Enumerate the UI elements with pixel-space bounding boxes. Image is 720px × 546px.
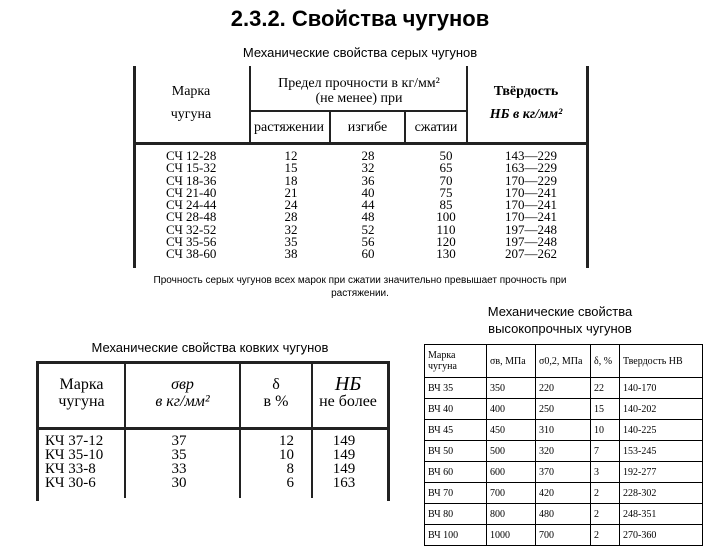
malleable-sigma-column [159, 434, 199, 490]
grey-grade-header: Марка чугуна [170, 84, 212, 122]
high-strength-cell: 700 [536, 525, 591, 546]
high-strength-header-cell: Марка чугуна [425, 345, 487, 378]
grey-hardness-header: Твёрдость HБ в кг/мм² [489, 84, 563, 122]
table-row [425, 399, 703, 420]
malleable-sigma-header: σвр в кг/мм² [155, 376, 210, 410]
grey-divider [249, 110, 466, 112]
grey-compression-cell: 120 [436, 234, 456, 250]
high-strength-cell: ВЧ 45 [425, 420, 487, 441]
grey-hardness-cell: 170—229 [505, 172, 557, 188]
high-strength-cell: 700 [487, 483, 536, 504]
high-strength-cell: 153-245 [620, 441, 703, 462]
high-strength-cell: 248-351 [620, 504, 703, 525]
malleable-hb-cell: 149 [332, 433, 356, 449]
grey-caption: Механические свойства серых чугунов [242, 45, 478, 60]
malleable-delta-cell: 12 [279, 433, 294, 449]
table-row [425, 525, 703, 546]
grey-tension-cell: 38 [284, 246, 298, 262]
grey-compression-cell: 75 [439, 184, 453, 200]
grey-hardness-cell: 170—241 [505, 209, 557, 225]
grey-compression-cell: 70 [439, 172, 453, 188]
grey-bending-cell: 28 [361, 148, 375, 163]
high-strength-cell: 450 [487, 420, 536, 441]
high-strength-cell: 480 [536, 504, 591, 525]
malleable-hb-cell: 163 [332, 475, 356, 491]
grey-tension-cell: 24 [284, 197, 298, 213]
page-title: 2.3.2. Свойства чугунов [230, 6, 490, 31]
grey-tension-cell: 28 [284, 209, 298, 225]
high-strength-cell: 1000 [487, 525, 536, 546]
high-strength-cell: 7 [591, 441, 620, 462]
table-row [425, 441, 703, 462]
high-strength-cell: 228-302 [620, 483, 703, 504]
grey-grade-cell: СЧ 15-32 [166, 160, 217, 176]
grey-bending-cell: 60 [361, 246, 375, 262]
high-strength-cell: 400 [487, 399, 536, 420]
grey-compression-cell: 100 [436, 209, 456, 225]
grey-tension-cell: 12 [284, 148, 298, 163]
high-strength-cell: 220 [536, 378, 591, 399]
grey-grade-cell: СЧ 38-60 [166, 246, 217, 262]
grey-tension-cell: 35 [284, 234, 298, 250]
high-strength-cell: 250 [536, 399, 591, 420]
grey-bending-cell: 48 [361, 209, 375, 225]
grey-bending-cell: 32 [361, 160, 375, 176]
table-row [425, 420, 703, 441]
grey-tension-cell: 21 [284, 184, 298, 200]
grey-compression-cell: 130 [436, 246, 456, 262]
grey-grade-cell: СЧ 12-28 [166, 148, 217, 163]
table-row [425, 504, 703, 525]
high-strength-cell: 3 [591, 462, 620, 483]
grey-hardness-cell: 143—229 [505, 148, 557, 163]
grey-bending-cell: 36 [361, 172, 375, 188]
grey-grade-cell: СЧ 28-48 [166, 209, 217, 225]
high-strength-cell: 15 [591, 399, 620, 420]
grey-tension-cell: 18 [284, 172, 298, 188]
grey-grade-cell: СЧ 24-44 [166, 197, 217, 213]
high-strength-cell: ВЧ 60 [425, 462, 487, 483]
table-row [425, 462, 703, 483]
malleable-grade-cell: КЧ 33-8 [45, 461, 96, 477]
malleable-sigma-cell: 35 [171, 447, 187, 463]
malleable-grade-column [45, 434, 125, 490]
grey-strength-header: Предел прочности в кг/мм² (не менее) при [278, 76, 440, 106]
high-strength-cell: 192-277 [620, 462, 703, 483]
grey-tension-header: растяжении [254, 120, 324, 135]
grey-compression-cell: 110 [436, 221, 456, 237]
high-strength-cell: 600 [487, 462, 536, 483]
malleable-hb-cell: 149 [332, 461, 356, 477]
table-row [425, 378, 703, 399]
high-strength-header-row [425, 345, 703, 378]
grey-hardness-column [491, 150, 571, 261]
grey-compression-cell: 65 [439, 160, 453, 176]
grey-compression-cell: 85 [439, 197, 453, 213]
malleable-sigma-cell: 30 [171, 475, 187, 491]
malleable-hb-header: HБ не более [319, 373, 377, 410]
grey-tension-cell: 15 [284, 160, 298, 176]
high-strength-cell: 270-360 [620, 525, 703, 546]
high-strength-cell: ВЧ 40 [425, 399, 487, 420]
grey-hardness-cell: 197—248 [505, 234, 557, 250]
grey-bending-cell: 52 [361, 221, 375, 237]
grey-tension-column [271, 150, 311, 261]
grey-iron-table [133, 66, 589, 268]
grey-divider [466, 66, 468, 142]
grey-hardness-cell: 170—241 [505, 197, 557, 213]
malleable-sigma-cell: 37 [171, 433, 187, 449]
malleable-delta-cell: 10 [279, 447, 294, 463]
high-strength-header-cell: σв, MПа [487, 345, 536, 378]
grey-grade-column [166, 150, 246, 261]
grey-grade-cell: СЧ 21-40 [166, 184, 217, 200]
high-strength-cell: 500 [487, 441, 536, 462]
malleable-sigma-cell: 33 [171, 461, 187, 477]
high-strength-header-cell: δ, % [591, 345, 620, 378]
grey-compression-column [426, 150, 466, 261]
grey-bending-cell: 40 [361, 184, 375, 200]
malleable-grade-cell: КЧ 37-12 [45, 433, 104, 449]
malleable-delta-cell: 8 [286, 461, 294, 477]
high-strength-cell: 140-225 [620, 420, 703, 441]
table-row [425, 483, 703, 504]
grey-hardness-cell: 170—241 [505, 184, 557, 200]
grey-bending-cell: 44 [361, 197, 375, 213]
grey-hardness-cell: 197—248 [505, 221, 557, 237]
high-strength-cell: 2 [591, 504, 620, 525]
malleable-delta-column [244, 434, 294, 490]
malleable-delta-cell: 6 [286, 475, 294, 491]
high-strength-cell: 350 [487, 378, 536, 399]
high-strength-cell: 2 [591, 525, 620, 546]
grey-note: Прочность серых чугунов всех марок при сжатии значительно превышает прочность при растяжении. [153, 275, 567, 299]
high-strength-cell: ВЧ 35 [425, 378, 487, 399]
high-strength-cell: 10 [591, 420, 620, 441]
high-strength-cell: 140-170 [620, 378, 703, 399]
grey-compression-header: сжатии [414, 120, 458, 135]
malleable-hb-cell: 149 [332, 447, 356, 463]
malleable-hb-column [319, 434, 369, 490]
high-strength-cell: 370 [536, 462, 591, 483]
malleable-grade-cell: КЧ 30-6 [45, 475, 96, 491]
high-strength-cell: ВЧ 80 [425, 504, 487, 525]
high-strength-cell: 420 [536, 483, 591, 504]
malleable-delta-header: δ в % [263, 376, 289, 410]
grey-compression-cell: 50 [439, 148, 453, 163]
grey-bending-column [348, 150, 388, 261]
malleable-grade-cell: КЧ 35-10 [45, 447, 104, 463]
high-strength-table [424, 344, 703, 546]
grey-bending-header: изгибе [347, 120, 388, 135]
high-strength-cell: ВЧ 50 [425, 441, 487, 462]
high-strength-cell: 800 [487, 504, 536, 525]
malleable-divider [39, 427, 387, 430]
high-strength-cell: 320 [536, 441, 591, 462]
high-strength-header-cell: σ0,2, MПа [536, 345, 591, 378]
grey-grade-cell: СЧ 32-52 [166, 221, 217, 237]
malleable-caption: Механические свойства ковких чугунов [91, 340, 329, 355]
high-strength-cell: 2 [591, 483, 620, 504]
grey-hardness-cell: 163—229 [505, 160, 557, 176]
malleable-grade-header: Марка чугуна [58, 376, 105, 410]
high-strength-cell: 310 [536, 420, 591, 441]
high-strength-cell: 140-202 [620, 399, 703, 420]
high-strength-cell: ВЧ 100 [425, 525, 487, 546]
grey-bending-cell: 56 [361, 234, 375, 250]
grey-grade-cell: СЧ 35-56 [166, 234, 217, 250]
high-strength-cell: 22 [591, 378, 620, 399]
grey-grade-cell: СЧ 18-36 [166, 172, 217, 188]
high-strength-cell: ВЧ 70 [425, 483, 487, 504]
grey-tension-cell: 32 [284, 221, 298, 237]
grey-hardness-cell: 207—262 [505, 246, 557, 262]
malleable-iron-table [36, 361, 390, 501]
high-strength-caption: Механические свойства высокопрочных чугунов [487, 304, 633, 336]
high-strength-header-cell: Твердость HB [620, 345, 703, 378]
